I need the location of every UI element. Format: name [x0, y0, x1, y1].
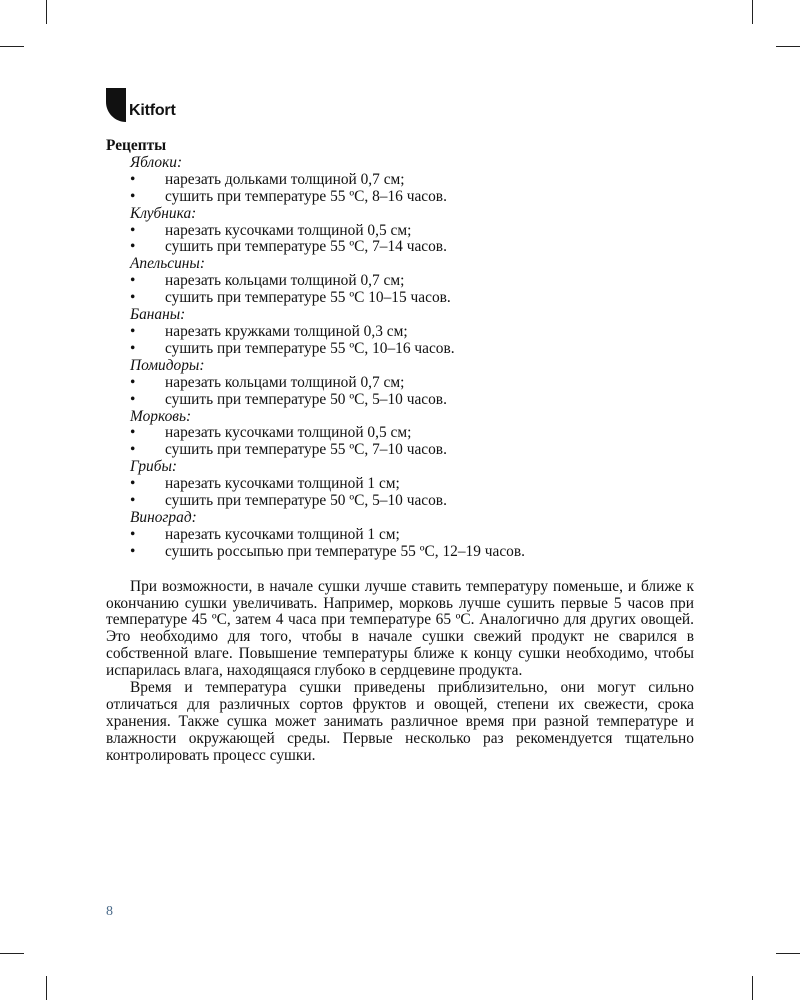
recipe-step-text: сушить россыпью при температуре 55 ºС, 12–19 часов.: [165, 542, 525, 560]
recipe-name: Помидоры:: [130, 356, 205, 374]
recipe-step: [106, 527, 694, 544]
brand-name: Kitfort: [129, 102, 176, 119]
recipe-step: [106, 544, 694, 561]
recipe-step: [106, 223, 694, 240]
recipe-step: [106, 493, 694, 510]
recipe-step: [106, 425, 694, 442]
bullet-icon: •: [130, 475, 136, 493]
crop-mark-right-bottom: [776, 953, 800, 954]
recipe-step: [106, 273, 694, 290]
paragraph: При возможности, в начале сушки лучше ставить температуру поменьше, и ближе к окончанию сушки увеличивать. Например, морковь лучше сушить первые 5 часов при температуре 45 ºС, затем 4 часа при температуре 65 ºС. Аналогично для других овощей. Это необходимо для того, чтобы в начале сушки свежий продукт не сварился в собственной влаге. Повышение температуры ближе к концу сушки необходимо, чтобы испарилась влага, находящаяся глубоко в сердцевине продукта.: [106, 577, 694, 680]
bullet-icon: •: [130, 390, 136, 408]
paragraph: Время и температура сушки приведены приблизительно, они могут сильно отличаться для различных сортов фруктов и овощей, степени их свежести, срока хранения. Также сушка может занимать различное время при разной температуре и влажности окружающей среды. Первые несколько раз рекомендуется тщательно контролировать процесс сушки.: [106, 679, 694, 764]
recipe-step: [106, 239, 694, 256]
bullet-icon: •: [130, 187, 136, 205]
recipe-step-text: нарезать кусочками толщиной 0,5 см;: [165, 221, 412, 239]
recipe-step: [106, 341, 694, 358]
recipe-step-text: нарезать кольцами толщиной 0,7 см;: [165, 272, 405, 290]
recipe-step-text: сушить при температуре 55 ºС, 10–16 часов.: [165, 339, 455, 357]
crop-mark-left-top: [0, 46, 24, 47]
recipe-list: [106, 155, 694, 561]
bullet-icon: •: [130, 339, 136, 357]
recipe-step: [106, 189, 694, 206]
bullet-icon: •: [130, 542, 136, 560]
bullet-icon: •: [130, 170, 136, 188]
recipe-name: Яблоки:: [130, 153, 183, 171]
recipe-step-text: сушить при температуре 55 ºС, 7–10 часов.: [165, 441, 447, 459]
recipe-step-text: нарезать кусочками толщиной 1 см;: [165, 475, 400, 493]
bullet-icon: •: [130, 441, 136, 459]
recipe-step-text: сушить при температуре 55 ºС, 7–14 часов.: [165, 238, 447, 256]
recipe-step: [106, 172, 694, 189]
recipe-step-text: нарезать кусочками толщиной 1 см;: [165, 525, 400, 543]
bullet-icon: •: [130, 373, 136, 391]
recipe-step: [106, 392, 694, 409]
bullet-icon: •: [130, 525, 136, 543]
recipe-step: [106, 290, 694, 307]
bullet-icon: •: [130, 238, 136, 256]
crop-mark-bottom-right: [752, 976, 753, 1000]
crop-mark-top-left: [46, 0, 47, 24]
bullet-icon: •: [130, 289, 136, 307]
kitfort-logo-icon: [106, 88, 126, 122]
recipe-name: Апельсины:: [130, 255, 205, 273]
recipe-name: Морковь:: [130, 407, 192, 425]
recipe-name: Бананы:: [130, 306, 186, 324]
recipe-step-text: нарезать кружками толщиной 0,3 см;: [165, 322, 408, 340]
bullet-icon: •: [130, 322, 136, 340]
crop-mark-right-top: [776, 46, 800, 47]
page-content: [106, 138, 694, 765]
crop-mark-left-bottom: [0, 953, 24, 954]
recipe-step: [106, 442, 694, 459]
bullet-icon: •: [130, 492, 136, 510]
kitfort-logo: [106, 82, 176, 122]
crop-mark-bottom-left: [46, 976, 47, 1000]
bullet-icon: •: [130, 272, 136, 290]
recipe-step-text: сушить при температуре 55 ºС, 8–16 часов.: [165, 187, 447, 205]
recipe-step-text: сушить при температуре 50 ºС, 5–10 часов.: [165, 390, 447, 408]
section-title: Рецепты: [106, 137, 167, 154]
recipe-name: Грибы:: [130, 458, 178, 476]
recipe-step: [106, 375, 694, 392]
bullet-icon: •: [130, 424, 136, 442]
recipe-step-text: нарезать кольцами толщиной 0,7 см;: [165, 373, 405, 391]
crop-mark-top-right: [752, 0, 753, 24]
page-number: 8: [106, 904, 113, 919]
recipe-step-text: нарезать кусочками толщиной 0,5 см;: [165, 424, 412, 442]
bullet-icon: •: [130, 221, 136, 239]
recipe-step: [106, 324, 694, 341]
recipe-step-text: сушить при температуре 55 ºС 10–15 часов.: [165, 289, 451, 307]
recipe-name: Клубника:: [130, 204, 197, 222]
recipe-step-text: сушить при температуре 50 ºС, 5–10 часов.: [165, 492, 447, 510]
recipe-step-text: нарезать дольками толщиной 0,7 см;: [165, 170, 405, 188]
recipe-step: [106, 476, 694, 493]
recipe-name: Виноград:: [130, 508, 197, 526]
